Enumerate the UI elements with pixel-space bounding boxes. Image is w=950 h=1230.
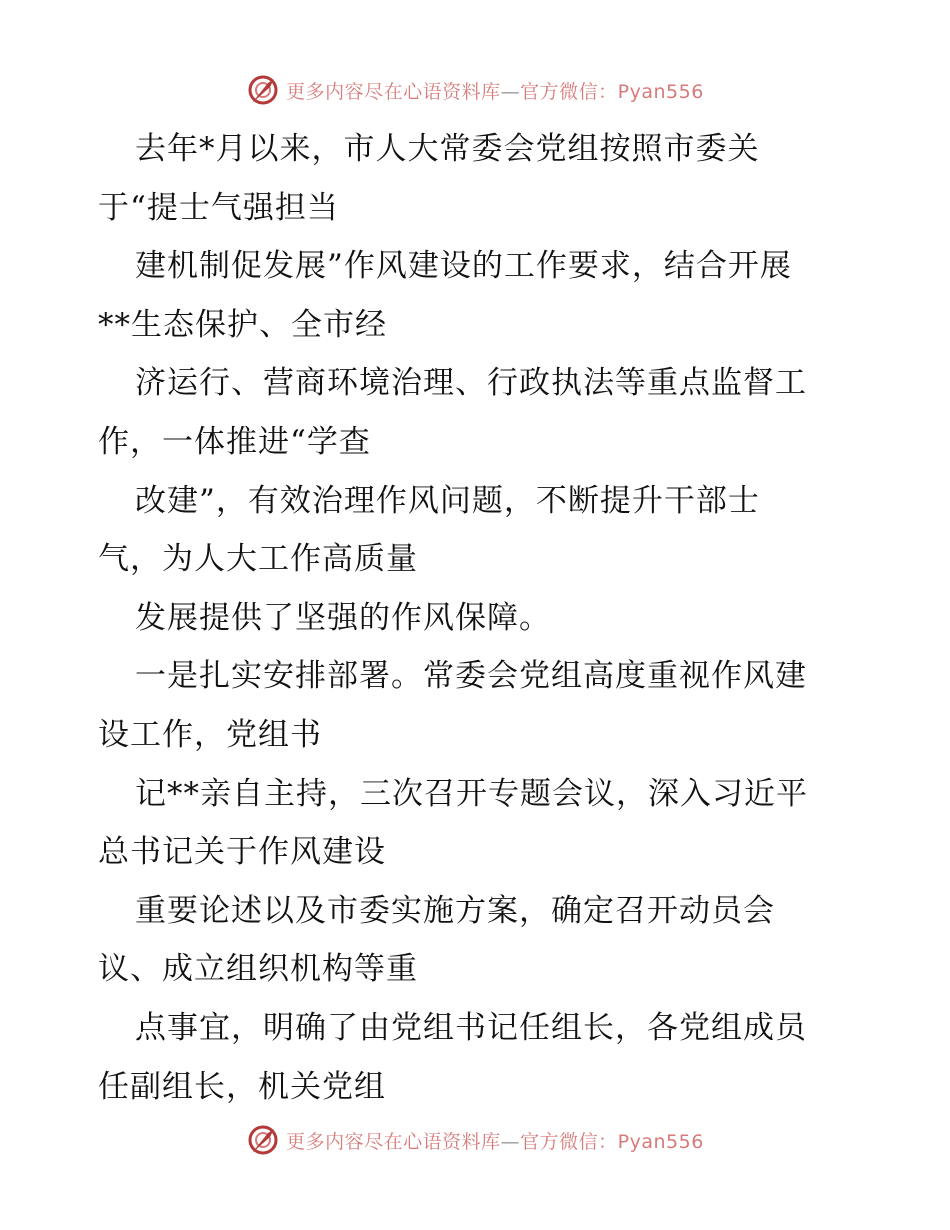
- text-line: 作，一体推进“学查: [98, 423, 371, 460]
- text-line: 改建”，有效治理作风问题，不断提升干部士: [135, 482, 760, 519]
- text-line: 总书记关于作风建设: [98, 834, 386, 871]
- feather-logo-icon: [246, 1123, 280, 1157]
- text-line: 建机制促发展”作风建设的工作要求，结合开展: [135, 248, 792, 285]
- text-line: 设工作，党组书: [98, 716, 322, 753]
- text-line: 点事宜，明确了由党组书记任组长，各党组成员: [135, 1009, 807, 1046]
- text-line: 于“提士气强担当: [98, 189, 339, 226]
- text-line: 任副组长，机关党组: [98, 1068, 386, 1105]
- text-line: **生态保护、全市经: [98, 306, 387, 343]
- text-line: 重要论述以及市委实施方案，确定召开动员会: [135, 892, 775, 929]
- text-line: 济运行、营商环境治理、行政执法等重点监督工: [135, 365, 807, 402]
- watermark-text: 更多内容尽在心语资料库—官方微信：Pyan556: [286, 1130, 704, 1153]
- footer-watermark: [0, 1120, 950, 1160]
- watermark-text: 更多内容尽在心语资料库—官方微信：Pyan556: [286, 80, 704, 103]
- feather-logo-icon: [246, 73, 280, 107]
- document-body: [98, 120, 858, 1116]
- text-line: 去年*月以来，市人大常委会党组按照市委关: [135, 131, 760, 167]
- text-line: 气，为人大工作高质量: [98, 541, 418, 578]
- text-line: 发展提供了坚强的作风保障。: [135, 599, 551, 636]
- text-line: 议、成立组织机构等重: [98, 951, 418, 988]
- text-line: 一是扎实安排部署。常委会党组高度重视作风建: [135, 658, 807, 695]
- header-watermark: [0, 70, 950, 110]
- text-line: 记**亲自主持，三次召开专题会议，深入习近平: [135, 775, 808, 812]
